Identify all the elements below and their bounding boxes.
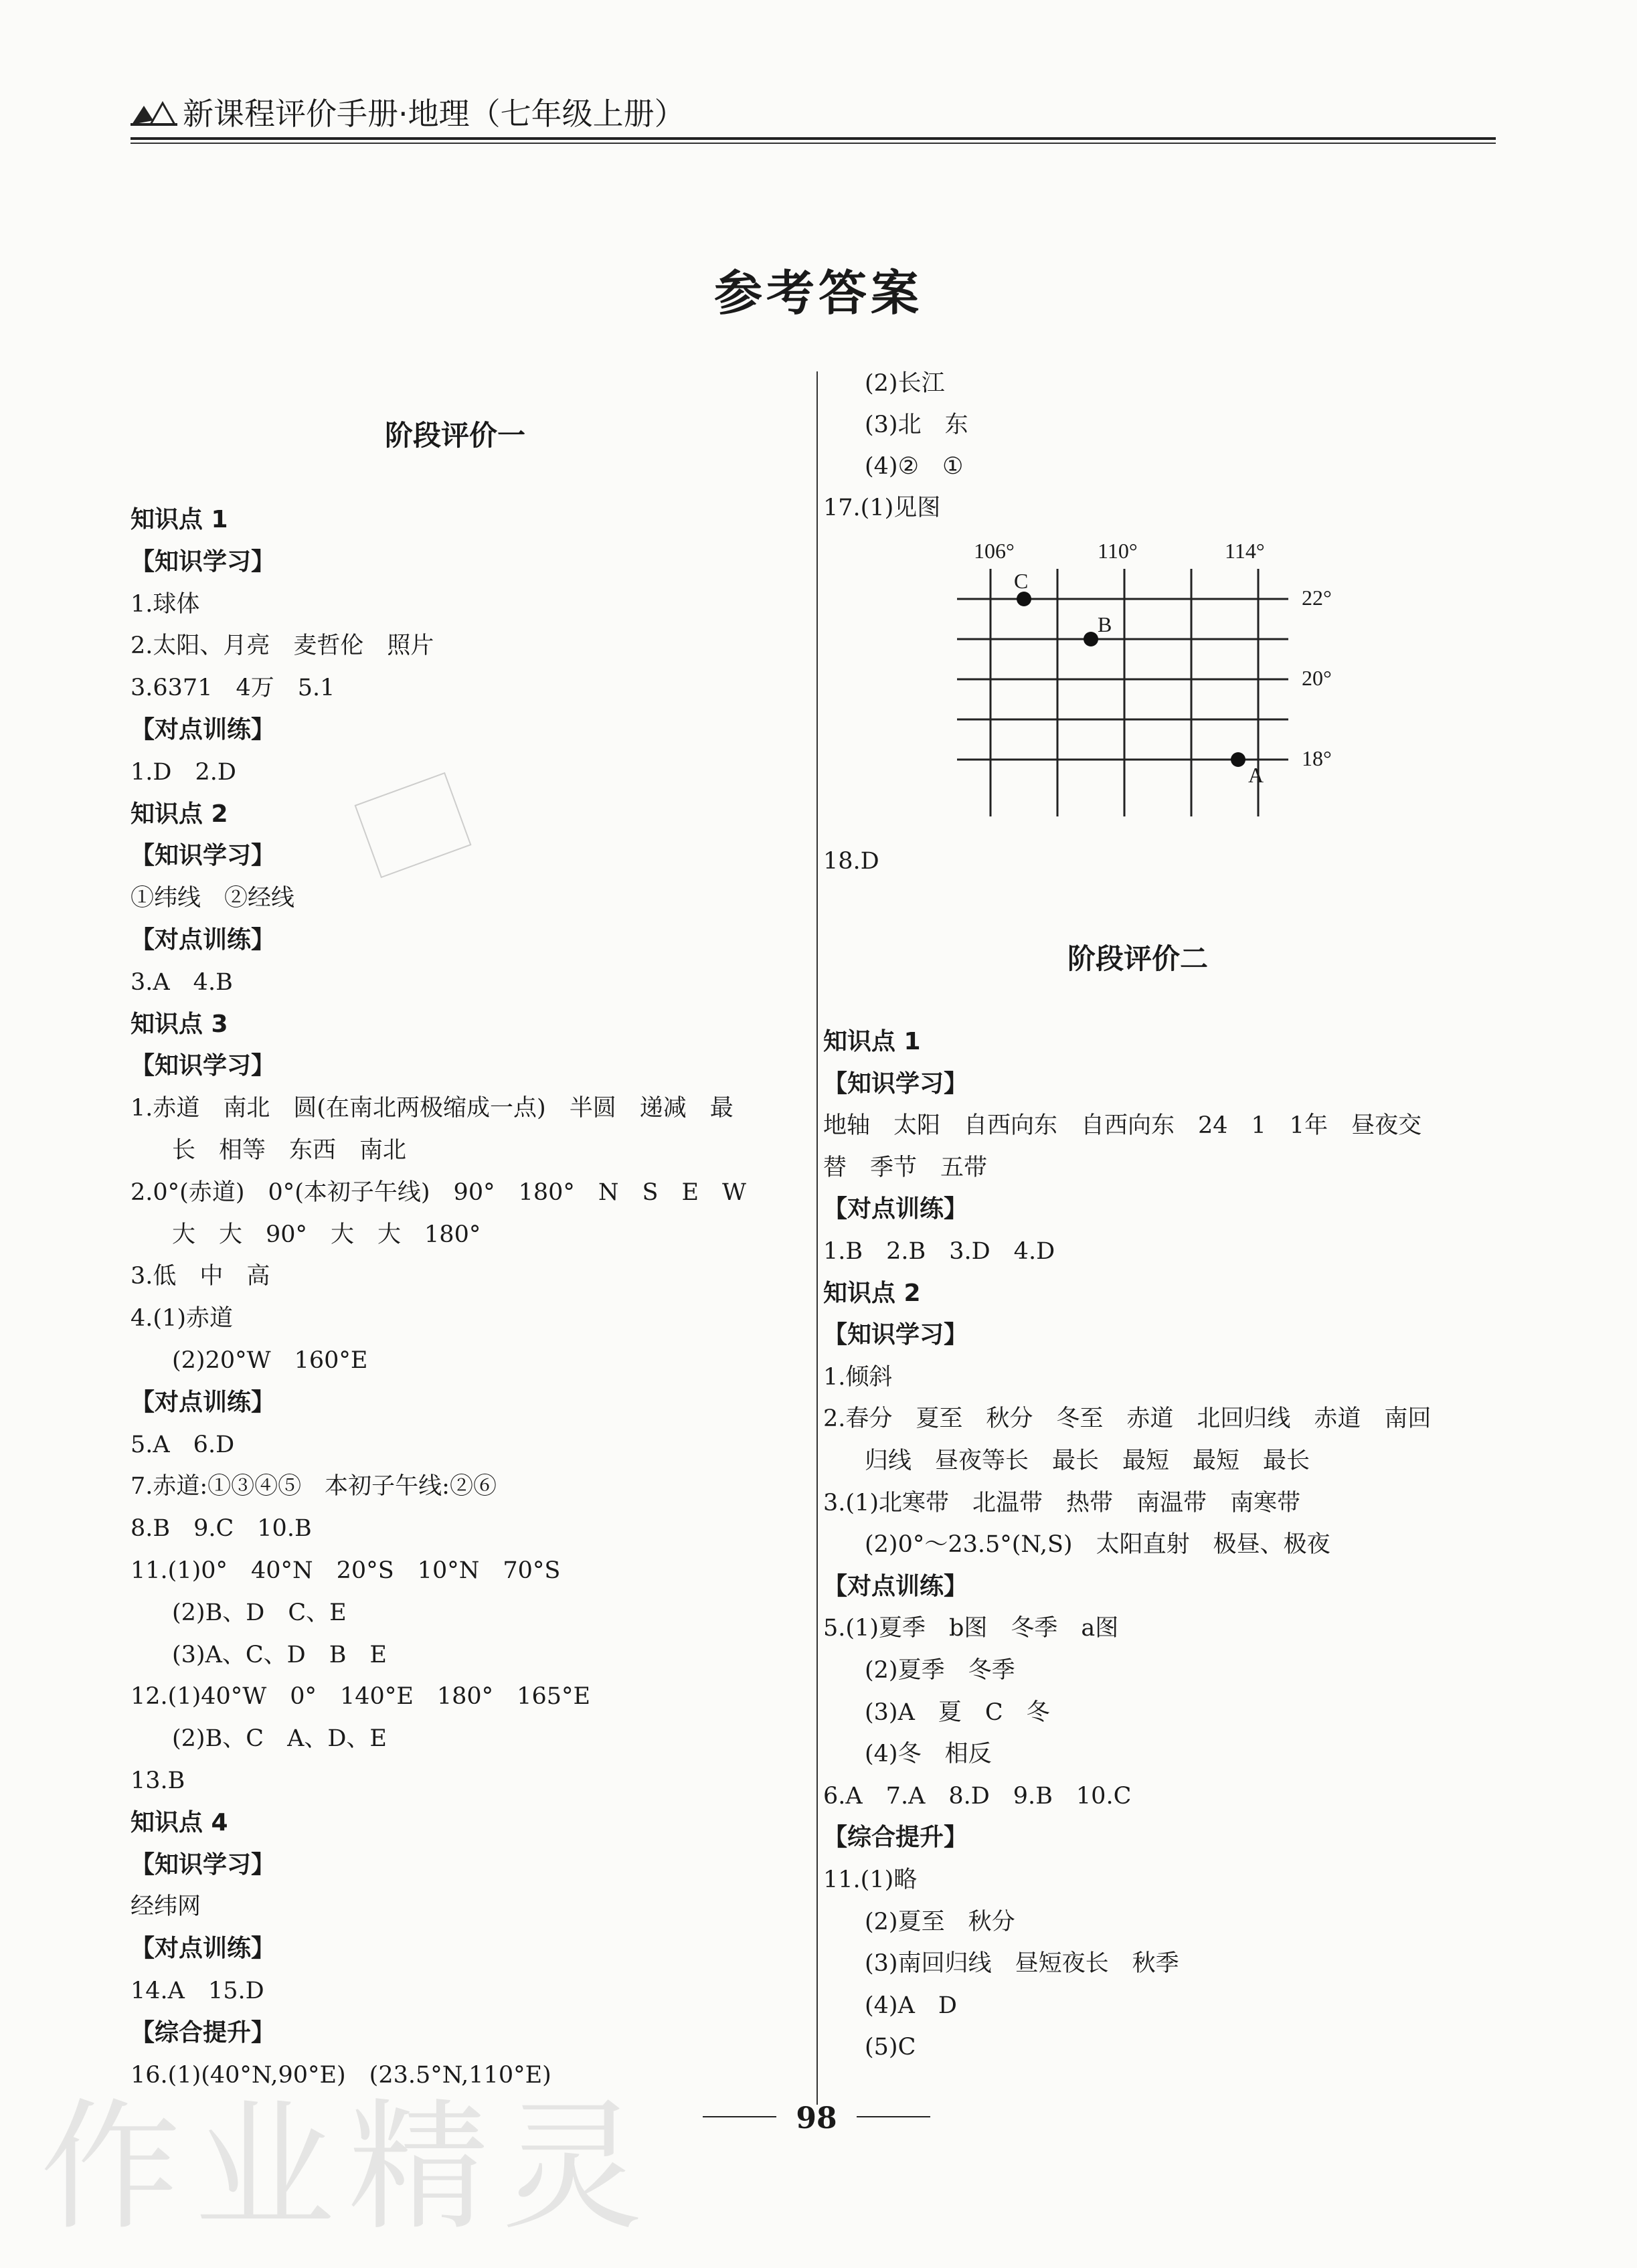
subsection-heading: 【综合提升】 — [131, 2018, 276, 2046]
subsection-heading: 【知识学习】 — [131, 1052, 276, 1080]
answer-line: (3)A 夏 C 冬 — [865, 1698, 1050, 1726]
subsection-heading: 【对点训练】 — [131, 716, 276, 744]
point-label-b: B — [1098, 612, 1112, 636]
answer-line: 1.倾斜 — [823, 1363, 893, 1391]
section-title-2: 阶段评价二 — [1067, 942, 1209, 975]
answer-line: 1.D 2.D — [131, 758, 236, 786]
knowledge-point-heading: 知识点 1 — [131, 506, 228, 533]
answer-line: 4.(1)赤道 — [131, 1305, 233, 1332]
answer-line: 大 大 90° 大 大 180° — [172, 1221, 481, 1248]
subsection-heading: 【知识学习】 — [131, 842, 276, 870]
answer-line: 替 季节 五带 — [823, 1154, 988, 1181]
answer-line: 17.(1)见图 — [823, 495, 941, 521]
page-title: 参考答案 — [713, 265, 923, 321]
answer-line: 11.(1)0° 40°N 20°S 10°N 70°S — [131, 1557, 561, 1584]
answer-line: 3.A 4.B — [131, 968, 233, 996]
answer-line: 5.A 6.D — [131, 1431, 235, 1458]
answer-line: 2.春分 夏至 秋分 冬至 赤道 北回归线 赤道 南回 — [823, 1405, 1432, 1433]
header-title: 新课程评价手册·地理（七年级上册） — [183, 96, 685, 132]
knowledge-point-heading: 知识点 2 — [131, 800, 228, 828]
answer-line: 2.0°(赤道) 0°(本初子午线) 90° 180° N S E W — [131, 1179, 747, 1206]
answer-line: 11.(1)略 — [823, 1866, 918, 1893]
answer-line: 8.B 9.C 10.B — [131, 1515, 312, 1543]
subsection-heading: 【对点训练】 — [131, 926, 276, 954]
answer-line: 1.赤道 南北 圆(在南北两极缩成一点) 半圆 递减 最 — [131, 1095, 734, 1122]
header-rule-thick — [131, 137, 1496, 140]
answer-line: 长 相等 东西 南北 — [172, 1137, 407, 1164]
knowledge-point-heading: 知识点 3 — [131, 1010, 228, 1038]
watermark-text: 作业精灵 — [40, 2085, 657, 2249]
subsection-heading: 【知识学习】 — [823, 1321, 968, 1349]
answer-line: (4)冬 相反 — [865, 1741, 992, 1768]
subsection-heading: 【综合提升】 — [823, 1824, 968, 1852]
lat-label-22: 22° — [1302, 586, 1332, 610]
page-header — [131, 94, 1496, 134]
answer-line: (2)20°W 160°E — [172, 1347, 368, 1374]
answer-line: (2)B、D C、E — [172, 1599, 347, 1626]
answer-line: (4)A D — [865, 1992, 957, 2019]
answer-line: (3)南回归线 昼短夜长 秋季 — [865, 1950, 1179, 1978]
point-label-a: A — [1248, 763, 1264, 787]
subsection-heading: 【知识学习】 — [823, 1069, 968, 1098]
answer-line: 5.(1)夏季 b图 冬季 a图 — [823, 1615, 1119, 1642]
answer-line: (4)② ① — [865, 453, 964, 480]
answer-line: (2)夏季 冬季 — [865, 1657, 1015, 1684]
answer-line: (3)北 东 — [865, 412, 968, 438]
book-icon — [131, 100, 177, 127]
answer-line: (2)0°～23.5°(N,S) 太阳直射 极昼、极夜 — [865, 1531, 1330, 1559]
stamp-mark — [355, 772, 472, 878]
answer-line: (2)长江 — [865, 370, 945, 397]
footer-ornament-left — [703, 2115, 776, 2119]
answer-line: (2)夏至 秋分 — [865, 1908, 1015, 1935]
answer-line: ①纬线 ②经线 — [131, 885, 295, 912]
knowledge-point-heading: 知识点 4 — [131, 1808, 228, 1836]
answer-line: (2)B、C A、D、E — [172, 1725, 387, 1753]
answer-line: 3.6371 4万 5.1 — [131, 675, 335, 702]
answer-line: 1.球体 — [131, 590, 200, 618]
section-title-1: 阶段评价一 — [385, 419, 526, 452]
subsection-heading: 【知识学习】 — [131, 547, 276, 576]
answer-line: 3.(1)北寒带 北温带 热带 南温带 南寒带 — [823, 1489, 1300, 1516]
answer-line: 16.(1)(40°N,90°E) (23.5°N,110°E) — [131, 2061, 551, 2089]
lat-label-18: 18° — [1302, 746, 1332, 770]
answer-line: 归线 昼夜等长 最长 最短 最短 最长 — [865, 1448, 1310, 1474]
point-a — [1231, 752, 1245, 767]
grid-svg — [937, 535, 1352, 830]
point-c — [1017, 592, 1031, 606]
answer-line: (5)C — [865, 2034, 916, 2061]
knowledge-point-heading: 知识点 1 — [823, 1028, 921, 1055]
answer-line: 7.赤道:①③④⑤ 本初子午线:②⑥ — [131, 1473, 497, 1500]
answer-line: 经纬网 — [131, 1893, 201, 1921]
subsection-heading: 【对点训练】 — [131, 1388, 276, 1416]
knowledge-point-heading: 知识点 2 — [823, 1279, 921, 1307]
answer-line: 14.A 15.D — [131, 1978, 264, 2004]
answer-line: 13.B — [131, 1767, 185, 1794]
footer-ornament-right — [857, 2115, 930, 2119]
answer-line: 12.(1)40°W 0° 140°E 180° 165°E — [131, 1683, 591, 1711]
subsection-heading: 【对点训练】 — [823, 1572, 968, 1600]
lon-label-114: 114° — [1225, 539, 1265, 563]
lat-label-20: 20° — [1302, 666, 1332, 690]
answer-line: 18.D — [823, 848, 879, 875]
subsection-heading: 【对点训练】 — [823, 1195, 968, 1223]
page-number: 98 — [796, 2101, 837, 2135]
lon-label-110: 110° — [1098, 539, 1138, 563]
lat-lon-grid-figure — [937, 535, 1352, 830]
subsection-heading: 【知识学习】 — [131, 1850, 276, 1879]
answer-line: 地轴 太阳 自西向东 自西向东 24 1 1年 昼夜交 — [823, 1112, 1422, 1140]
answer-line: 6.A 7.A 8.D 9.B 10.C — [823, 1782, 1132, 1810]
answer-line: 1.B 2.B 3.D 4.D — [823, 1238, 1055, 1265]
header-rule-thin — [131, 143, 1496, 144]
answer-line: 2.太阳、月亮 麦哲伦 照片 — [131, 632, 434, 660]
answer-line: (3)A、C、D B E — [172, 1641, 387, 1668]
point-b — [1084, 632, 1098, 646]
answer-line: 3.低 中 高 — [131, 1263, 270, 1290]
point-label-c: C — [1014, 569, 1029, 593]
subsection-heading: 【对点训练】 — [131, 1935, 276, 1963]
column-divider — [816, 371, 818, 2105]
lon-label-106: 106° — [974, 539, 1015, 563]
